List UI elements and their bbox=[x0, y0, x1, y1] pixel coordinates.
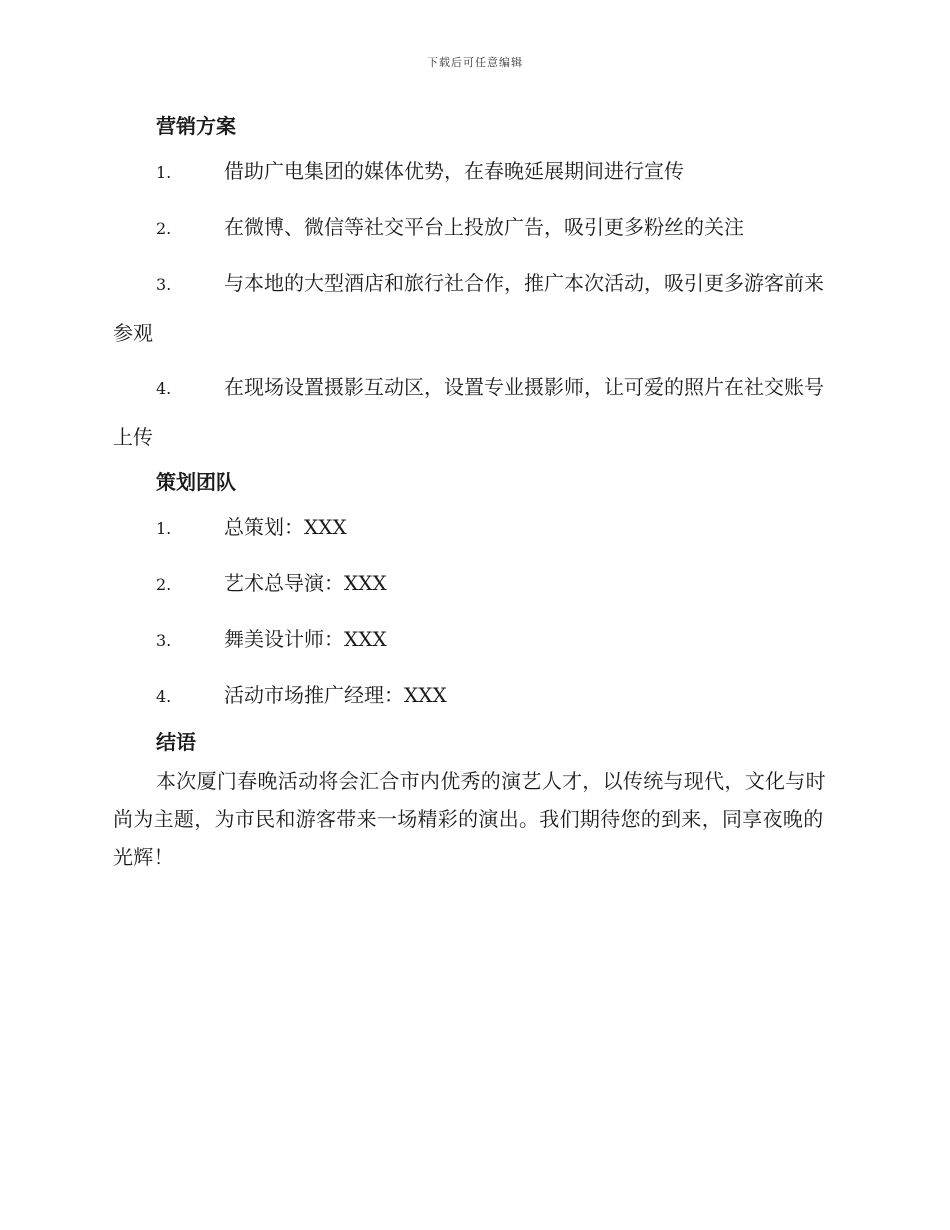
list-item bbox=[113, 144, 833, 200]
list-number: 4. bbox=[156, 687, 172, 706]
list-text: 总策划：XXX bbox=[224, 515, 347, 539]
conclusion-paragraph: 本次厦门春晚活动将会汇合市内优秀的演艺人才，以传统与现代，文化与时尚为主题，为市民和游客带来一场精彩的演出。我们期待您的到来，同享夜晚的光辉！ bbox=[113, 769, 826, 869]
list-text: 与本地的大型酒店和旅行社合作，推广本次活动，吸引更多游客前来参观 bbox=[113, 271, 824, 345]
list-item bbox=[113, 200, 833, 256]
list-item bbox=[113, 256, 833, 360]
list-number: 2. bbox=[156, 219, 172, 238]
list-number: 4. bbox=[156, 379, 172, 398]
section-heading-team: 策划团队 bbox=[156, 470, 236, 494]
team-list bbox=[113, 500, 833, 724]
list-item bbox=[113, 360, 833, 464]
list-item bbox=[113, 668, 833, 724]
list-text: 艺术总导演：XXX bbox=[224, 571, 387, 595]
list-text: 借助广电集团的媒体优势，在春晚延展期间进行宣传 bbox=[224, 159, 684, 183]
list-text: 活动市场推广经理：XXX bbox=[224, 683, 447, 707]
list-text: 在微博、微信等社交平台上投放广告，吸引更多粉丝的关注 bbox=[224, 215, 744, 239]
list-number: 3. bbox=[156, 631, 172, 650]
list-text: 在现场设置摄影互动区，设置专业摄影师，让可爱的照片在社交账号上传 bbox=[113, 375, 824, 449]
list-text: 舞美设计师：XXX bbox=[224, 627, 387, 651]
list-number: 2. bbox=[156, 575, 172, 594]
list-number: 3. bbox=[156, 275, 172, 294]
list-item bbox=[113, 500, 833, 556]
section-heading-conclusion: 结语 bbox=[156, 730, 196, 754]
marketing-list bbox=[113, 144, 833, 464]
page-header-note: 下载后可任意编辑 bbox=[427, 56, 523, 69]
list-item bbox=[113, 556, 833, 612]
section-heading-marketing: 营销方案 bbox=[156, 114, 236, 138]
list-number: 1. bbox=[156, 519, 172, 538]
document-body bbox=[113, 108, 833, 876]
list-number: 1. bbox=[156, 163, 172, 182]
list-item bbox=[113, 612, 833, 668]
